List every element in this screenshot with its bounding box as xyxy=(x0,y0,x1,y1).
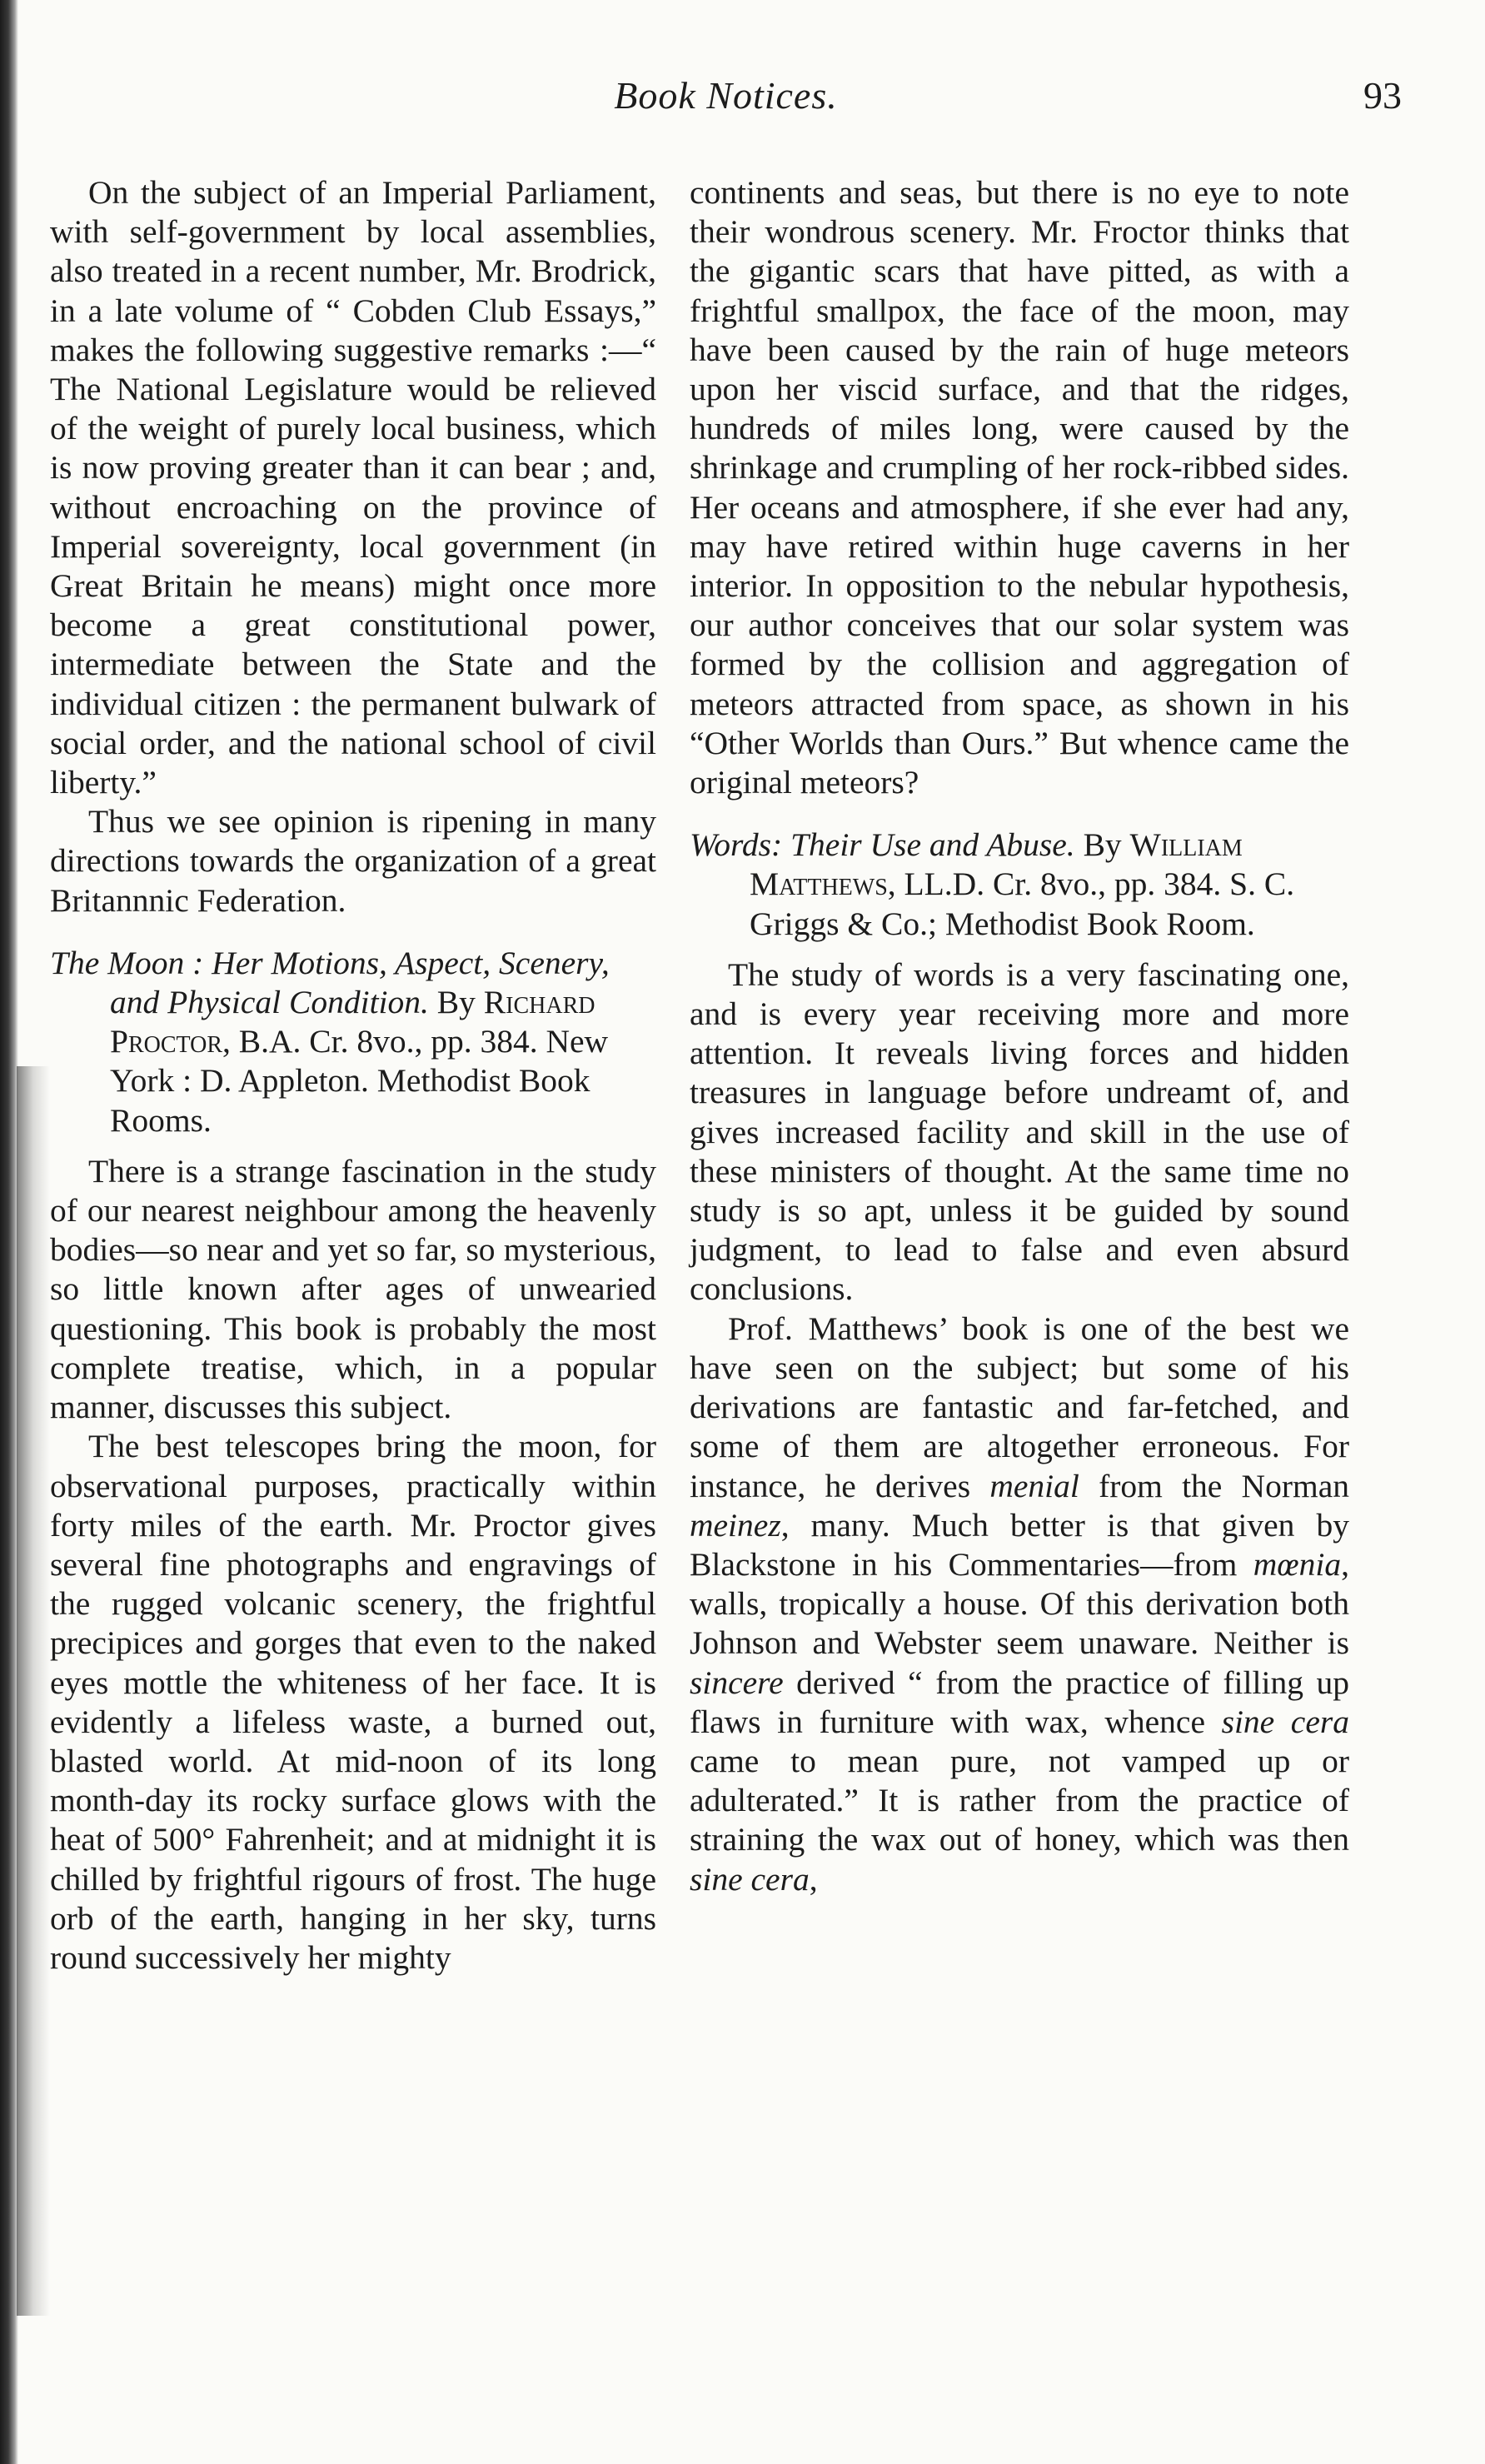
notice-title-words: Words: Their Use and Abuse. xyxy=(690,826,1075,864)
spacer xyxy=(690,944,1349,955)
paragraph-moon-continued: continents and seas, but there is no eye to note their wondrous scenery. Mr. Froctor thinks that the gigantic scars that have pitted, as with a frightful smallpox, the face of the moon, may have been caused by the rain of huge meteors upon her viscid surface, and that the ridges, hundreds of miles long, were caused by the shrinkage and crumpling of her rock-ribbed sides. Her oceans and atmosphere, if she ever had any, may have retired within huge caverns in her interior. In opposition to the nebular hypothesis, our author conceives that our solar system was formed by the collision and aggregation of meteors attracted from space, as shown in his “Other Worlds than Ours.” But whence came the original meteors? xyxy=(690,174,1349,801)
word-meinez: meinez xyxy=(690,1506,781,1544)
text-run: Prof. Matthews’ book is one of the best we have seen on the subject; but some of his derivations are fantastic and far-fetched, and some of them are altogether erroneous. For instance, he derives xyxy=(690,1309,1349,1504)
text-run: came to mean pure, not vamped up or adulterated.” It is rather from the practice of straining the wax out of honey, which was then xyxy=(690,1742,1349,1858)
book-spine-shadow xyxy=(0,0,18,2464)
text-run: derived “ from the practice of filling up flaws in furniture with wax, whence xyxy=(690,1663,1349,1740)
text-run: , walls, tropically a house. Of this derivation both Johnson and Webster seem unaware. Neither is xyxy=(690,1545,1349,1662)
notice-author-matthews: William Matthews xyxy=(750,826,1243,903)
paragraph-federation: Thus we see opinion is ripening in many directions towards the organization of a great Britannnic Federation. xyxy=(50,803,656,919)
paragraph-moon-fascination: There is a strange fascination in the study of our nearest neighbour among the heavenly bodies—so near and yet so far, so mysterious, so little known after ages of unwearied questioning. This book is probably the most complete treatise, which, in a popular manner, discusses this subject. xyxy=(50,1152,656,1426)
book-gutter-shadow xyxy=(17,1066,50,2316)
notice-heading-words xyxy=(690,825,1349,944)
word-moenia: mœnia xyxy=(1253,1545,1342,1583)
word-sincere: sincere xyxy=(690,1663,784,1701)
paragraph-imperial-parliament: On the subject of an Imperial Parliament, with self-government by local assemblies, also treated in a recent number, Mr. Brodrick, in a late volume of “ Cobden Club Essays,” makes the following suggestive remarks :—“ The National Legislature would be relieved of the weight of purely local business, which is now proving greater than it can bear ; and, without encroaching on the province of Imperial sovereignty, local government (in Great Britain he means) might once more become a great constitutional power, intermediate between the State and the individual citizen : the permanent bulwark of social order, and the national school of civil liberty.” xyxy=(50,174,656,801)
spacer xyxy=(50,920,656,944)
notice-by: By xyxy=(1074,826,1130,864)
page-number: 93 xyxy=(1363,74,1402,117)
notice-by: By xyxy=(436,984,476,1021)
page-header xyxy=(50,73,1402,132)
spacer xyxy=(50,1140,656,1152)
paragraph-moon-telescopes: The best telescopes bring the moon, for observational purposes, practically within forty miles of the earth. Mr. Proctor gives several fine photographs and engravings of the rugged volcanic scenery, the frightful precipices and gorges that even to the naked eyes mottle the whiteness of her face. It is evidently a lifeless waste, a burned out, blasted world. At mid-noon of its long month-day its rocky surface glows with the heat of 500° Fahrenheit; and at midnight it is chilled by frightful rigours of frost. The huge orb of the earth, hanging in her sky, turns round successively her mighty xyxy=(50,1428,656,1976)
notice-title-moon: The Moon : Her Motions, Aspect, Scenery, and Physical Condition. xyxy=(50,944,610,1021)
text-run: , xyxy=(809,1860,818,1898)
right-column xyxy=(690,173,1349,1899)
paragraph-derivations xyxy=(690,1309,1349,1899)
running-head: Book Notices. xyxy=(614,74,838,117)
notice-details-moon: , B.A. Cr. 8vo., pp. 384. New York : D. Appleton. Methodist Book Rooms. xyxy=(110,1023,609,1139)
notice-heading-moon xyxy=(50,944,656,1140)
text-run: from the Norman xyxy=(1079,1467,1349,1504)
spacer xyxy=(690,802,1349,825)
notice-author-proctor: Richard Proctor xyxy=(110,984,595,1060)
phrase-sine-cera: sine cera xyxy=(1221,1703,1349,1740)
text-run: , many. Much better is that given by Blackstone in his Commentaries—from xyxy=(690,1506,1349,1583)
notice-details-words: , LL.D. Cr. 8vo., pp. 384. S. C. Griggs & Co.; Methodist Book Room. xyxy=(750,865,1295,942)
phrase-sine-cera: sine cera xyxy=(690,1860,810,1898)
left-column xyxy=(50,173,656,1978)
word-menial: menial xyxy=(989,1467,1079,1504)
paragraph-study-of-words: The study of words is a very fascinating one, and is every year receiving more and more attention. It reveals living forces and hidden treasures in language before undreamt of, and gives increased facility and skill in the use of these ministers of thought. At the same time no study is so apt, unless it be guided by sound judgment, to lead to false and even absurd conclusions. xyxy=(690,955,1349,1308)
